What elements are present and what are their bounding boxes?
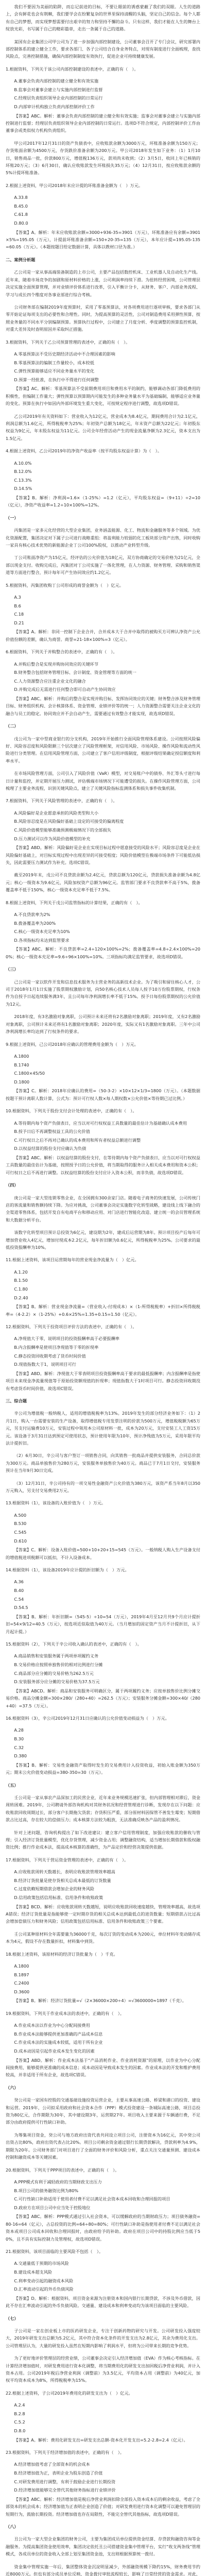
answer-option: C.5.2 xyxy=(14,2419,25,2425)
answer-option: A.36 xyxy=(14,1579,24,1585)
section-heading: （五） xyxy=(6,1782,19,1788)
answer-option: D.经济增加值能够完全替代其他财务指标进行业绩评价 xyxy=(14,2487,116,2493)
answer-option: D.610 xyxy=(14,1538,27,1544)
answer-option: B.监事会对董事会建立与实施内部控制进行监督 xyxy=(14,87,103,92)
body-paragraph: 某国有企业集团公司甲公司为了进一步加强内部控制建设，公司董事会召开了专门会议，研究部署内部控制体系的建立健全工作，要求各部门、各子公司结合自身业务特点，对现有制度进行全面梳理，查找风险点，完善控制措施，确保内部控制制度有效执行，促进企业可持续健康发展。 xyxy=(6,39,200,59)
body-paragraph: 【答案】ABC。解析：PPP模式通过引入社会资本，可以缓解政府的当期财政压力；项目债务融资=80-16=64（亿元），占总投资的比例=64÷80=80%；可行性缺口补助是指使用者付费不足以满足社会资本或项目公司成本回收和合理回报时，由政府给予的补助。政府在项目公司中的持股比例应当低于50%，且不具有实际控制力及管理权，故选项D错误。 xyxy=(6,2214,200,2242)
section-heading: 三、综合题 xyxy=(6,1398,27,1403)
body-paragraph: 截至2019年末，戊公司不良贷款余额为2.4亿元，贷款总额为120亿元，贷款损失准备余额为4.8亿元；核心一级资本为9.6亿元，风险加权资产总额为96亿元。监管部门要求不良贷款率不高于5%，拨备覆盖率不低于150%，核心一级资本充足率不低于7.5%。 xyxy=(6,872,200,893)
body-paragraph: 针对上述问题，咨询机构提出了如下改进建议：建立客户信用管理制度，加强应收账款的催收与管理；引入经济订货批量模型，优化存货管理，减少资金占用；调整融资结构，适当增加长期借款和股权融资比例；推行作业成本法，提高成本核算的准确性，为产品定价和经营决策提供依据。 xyxy=(6,1829,200,1850)
body-paragraph: 壬公司是一家从事农产品深加工的民营企业，近年来业务规模迅速扩张，但内部管理相对滞后，资金周转困难。2019年，公司聘请外部咨询机构对其财务状况和经营管理进行诊断，发现存在以下问题：应收账款回收周期过长，部分客户长期拖欠货款；存货积压严重，部分原材料因保管不善发生霉变；短期借款占比过高，存在较大的偿债压力；成本核算方法较为粗放，无法准确反映各产品的盈利情况。 xyxy=(6,1795,200,1823)
answer-option: A.经济增加值考虑了全部资本的机会成本 xyxy=(14,2462,90,2467)
answer-option: C.1.80 xyxy=(14,1286,28,1292)
body-paragraph: 壬公司某种原材料全年需要量为36000千克，每次订货的变动成本为200元，单位材料年变动储存成本为4元，假设不存在数量折扣，材料集中到货。 xyxy=(6,1931,200,1944)
answer-option: C.32 xyxy=(14,1744,24,1750)
answer-option: D.并购完成后无需进行任何整合即可自动产生协同效应 xyxy=(14,687,116,692)
answer-option: D.21 xyxy=(14,620,24,625)
body-paragraph: 【答案】ABC。解析：经济增加值是税后净营业利润扣除全部投入资本成本后的剩余收益，考虑了全部资本的机会成本；经济增加值为正表明企业创造了价值；对研发费用进行资本化调整可以避免管理层的短期行为，鼓励长期投资。经济增加值也存在局限性，不能完全替代其他指标，故选项D错误。 xyxy=(6,2496,200,2517)
answer-option: D.各项指标均未达到监管要求 xyxy=(14,937,70,943)
answer-option: A.3 xyxy=(14,595,21,600)
answer-option: A.1800 xyxy=(14,1053,29,1059)
body-paragraph: 为筹集项目资金，癸公司与地方政府出资代表共同设立项目公司，注册资本为16亿元，其中癸公司出资占比80%，政府出资代表占比20%。项目公司剩余资金通过银行长期贷款解决，贷款利率为4.9%，期限为20年。公司财务部门对项目进行了全面的财务评价和风险分析，重点关注交通量预测、建设成本控制和融资成本等关键因素。 xyxy=(6,2132,200,2160)
body-paragraph: 癸公司是一家国有控股的交通基础设施投资运营企业，主要从事高速公路、桥梁和港口的投资、建设和运营。2019年，公司拟采用政府和社会资本合作（PPP）模式投资建设一条城际高速公路，项目总投资为80亿元，合作期限为30年，其中建设期3年，运营期27年。项目收入主要来源于车辆通行费，不足部分由政府提供可行性缺口补助。 xyxy=(6,2097,200,2125)
body-paragraph: 我们不要因为美丽的陷阱，而忘记前进的目标，不要让眼前的诱惑蒙蔽了我们的双眼。人生的道路上，会有鲜花也会有荆棘，我们要学会在纷繁复杂的世界里保持清醒的头脑，坚定自己的信念。每个人都有自己的梦想，而实现梦想需要付出艰辛的努力和坚持不懈的奋斗。只有这样，我们才能在人生的舞台上绽放光彩，书写属于自己的精彩篇章，走出一条属于自己的道路。 xyxy=(6,4,200,32)
question-stem: 3.根据资料，下列关于乙公司预算管理的表述中，正确的有（ ）。 xyxy=(6,339,130,345)
answer-option: D.成本动因是引起作业成本发生变化的因素 xyxy=(14,2048,95,2054)
answer-option: A.应收账款周转天数越长，表明应收账款管理效率越高 xyxy=(14,1869,115,1875)
body-paragraph: 在市场风险管理方面，公司引入了风险价值（VaR）模型，对交易账户中的债券、外汇等头寸进行每日计量和监控，并定期开展压力测试，评估极端市场情况下可能遭受的损失。在操作风险管理方面，公司梳理了主要业务流程，识别关键风险点，建立了关键风险指标监测体系和损失事件收集机制。 xyxy=(6,771,200,791)
answer-option: A.零基预算法不受历史期经济活动中不合理因素的影响 xyxy=(14,351,115,357)
answer-option: B.内含报酬率是使项目净现值等于零的折现率 xyxy=(14,1344,99,1350)
answer-option: B.530 xyxy=(14,1521,27,1527)
answer-option: C.可行性缺口补助适用于使用者付费不足以满足社会资本成本回收和合理回报的项目 xyxy=(14,2196,170,2202)
question-stem: 1.根据资料，下列关于该公司内部控制建设的表述中，正确的有（ ）。 xyxy=(6,66,139,72)
question-stem: 13.根据资料（1），该设备的入账价值为（ ）万元。 xyxy=(6,1500,106,1506)
question-stem: 8.根据上述资料，下列关于戊公司监管指标的计算结果，正确的有（ ）。 xyxy=(6,900,143,905)
body-paragraph: 【答案】B。解析：经济订货批量=√（2×36000×200÷4）=√3600000≈1897（千克）。 xyxy=(14,1998,186,2004)
question-stem: 19.根据资料，下列关于作业成本法的表述中，正确的有（ ）。 xyxy=(6,2010,124,2016)
body-paragraph: 【答案】BCD。解析：应收账款周转天数越短，说明应收账款回收速度越快，管理效率越高，故选项A错误；经济订货批量是指能够使一定时期存货的相关总成本达到最低点的进货数量；短期借款占比过高会增加偿债压力和财务风险；信用政策包括信用标准、信用条件和收账政策三个要素。 xyxy=(6,1904,200,1924)
answer-option: A.作业成本法以作业为中心分配间接费用 xyxy=(14,2023,90,2028)
question-stem: 6.根据资料，下列关于并购整合的表述中，正确的有（ ）。 xyxy=(6,649,117,655)
body-paragraph: 【答案】A。解析：非同一控制下企业合并，合并成本大于合并中取得的被购买方可辨认净资产公允价值份额的差额，确认为商誉。商誉=21-18×100%=3（亿元）。 xyxy=(6,629,200,642)
question-stem: 4.根据上述资料，乙公司2019年的净资产收益率（按平均股东权益计算）为（ ）。 xyxy=(6,448,162,454)
answer-option: D.80.0 xyxy=(14,221,28,226)
body-paragraph: 为了更好地评价管理层的经营业绩，公司董事会决定引入经济增加值（EVA）作为核心考核指标。在计算经济增加值时，对研发费用进行资本化调整，将当期费用化的研发支出加回税后净营业利润，并计入资本占用。公司2019年税后净营业利润（调整前）为3.5亿元，平均资本占用（调整前）为40亿元，加权平均资本成本为8%，所得税税率为15%。 xyxy=(6,2355,200,2383)
question-stem: 5.根据资料，丙集团收购丁公司形成的商誉金额为（ ）亿元。 xyxy=(6,582,124,588)
answer-option: A.不良贷款率为2% xyxy=(14,912,50,918)
body-paragraph: 【答案】ABCD。解析：商品和安装服务可明确区分，属于两项履约义务；应按单独售价比例分摊交易价格。商品分摊金额=300×280/（280+40）=262.5（万元）；安装服务分摊金额=300×40/（280+40）=37.5（万元）。 xyxy=(6,1688,200,1708)
body-paragraph: 辛公司为增值税一般纳税人，适用的增值税税率为13%。2019年发生的部分经济业务如下：（1）2月1日，购入一台需要安装的生产设备，取得增值税专用发票注明的价款为500万元，增值税税额为65万元，另支付运输费10万元，安装过程中领用本公司原材料一批，成本为20万元，支付安装工人工资15万元。该设备于3月31日达到预定可使用状态，预计使用年限为10年，预计净残值为5万元，采用年限平均法计提折旧。 xyxy=(6,1411,200,1446)
answer-option: C.545 xyxy=(14,1530,27,1535)
article-body xyxy=(6,3,200,2576)
answer-option: A.交通量低于预期的市场风险 xyxy=(14,2261,69,2266)
answer-option: B.零基预算法的编制工作量较小，成本较低 xyxy=(14,360,94,365)
body-paragraph: 【答案】ABD。解析：作业成本法基于“产品消耗作业、作业消耗资源”的原理，以作业为中心分配间接费用，能够提供更准确的成本信息；成本动因是导致成本发生的因素。作业成本法的开发和维护费用较高，并非适用于所有企业，故选项C错误。 xyxy=(6,2057,200,2078)
answer-option: D.54.5 xyxy=(14,1605,28,1611)
section-heading: （一） xyxy=(6,515,19,520)
answer-option: D.380 xyxy=(14,1753,27,1759)
body-paragraph: 乙公司2019年有关资料如下：营业收入为12亿元，营业成本为8.4亿元，期间费用合计为2.1亿元，利润总额为1.6亿元，所得税税率为25%；年初资产总额为18亿元，年末资产总额为22亿元；年初股东权益为9亿元，年末股东权益为11亿元。公司全年经营活动产生的现金流量净额为2.3亿元，资本支出为1.5亿元。 xyxy=(6,413,200,441)
answer-option: A.1800 xyxy=(14,1963,29,1969)
answer-option: C.商品部分应分摊的交易价格为262.5万元 xyxy=(14,1670,94,1676)
body-paragraph: 子公司是一家在创业板上市的医药研发企业，专注于创新药物的研究与开发。公司研发投入强度较大，2019年研发支出总额为5.2亿元，其中符合资本化条件的开发支出为2.8亿元，其余为费用化支出。公司管理层认为，大量的研发投入虽然在短期内影响了利润水平，但将为公司带来长期的竞争优势。 xyxy=(6,2328,200,2348)
answer-option: C.18 xyxy=(14,612,24,617)
answer-option: A.10.0% xyxy=(14,460,32,466)
question-stem: 14.根据资料（1），该设备2019年应计提的折旧额为（ ）万元。 xyxy=(6,1567,129,1572)
answer-option: B.建设成本超支风险 xyxy=(14,2269,53,2275)
question-stem: 20.根据资料，下列关于PPP项目的表述中，正确的有（ ）。 xyxy=(6,2167,119,2173)
answer-option: C.静态投资回收期考虑了货币时间价值 xyxy=(14,1353,86,1359)
body-paragraph: 【答案】ABC。解析：以权益结算的股份支付，在等待期内每个资产负债表日，应当以对可行权权益工具数量的最佳估计为基础，按照授予日的公允价值，将当期取得的服务计入相关成本费用和资本公积；可行权日之后不再进行调整。以权益结算的股份支付应计入资本公积，而非负债，故选项D错误。 xyxy=(6,1155,200,1175)
answer-option: A.商品销售和安装服务属于两项单项履约义务 xyxy=(14,1653,99,1659)
answer-option: D.1800 xyxy=(14,1079,30,1084)
answer-option: B.拨备覆盖率为200% xyxy=(14,920,56,926)
question-stem: 16.根据资料（3），辛公司2019年12月31日应确认的公允价值变动损益为（ ）万元。 xyxy=(6,1716,169,1721)
section-heading: （七） xyxy=(6,2315,19,2321)
body-paragraph: 乙公司是一家从事高端装备制造的上市公司，主要产品包括数控机床、工业机器人及自动化生产线。近年来，随着市场竞争的加剧和原材料价格的上涨，公司利润率持续下滑。为扭转经营困境，公司管理层决定实施全面预算管理，并对业绩评价体系进行改革，引入平衡计分卡，从财务、客户、内部业务流程、学习与成长四个维度对各事业部进行综合考核。 xyxy=(6,269,200,297)
body-paragraph: 【答案】ABC。解析：并购后的整合是实现并购目标、发挥协同效应的关键；财务整合涉及财务管理目标、财务组织机构、会计核算体系、资金管理、业绩评价等的统一；人力资源整合需要关注企业文化的融合与员工的稳定。协同效应并不会自动产生，需要通过有效整合才能实现，故选项D错误。 xyxy=(6,696,200,716)
answer-option: B.财务整合包括财务管理目标、会计制度、资金管理等方面的统一 xyxy=(14,670,136,675)
question-stem: 10.根据资料，下列关于股份支付会计处理的表述中，正确的有（ ）。 xyxy=(6,1108,137,1114)
answer-option: A.董事会负责内部控制的建立健全和有效实施 xyxy=(14,78,99,84)
body-paragraph: 资金集中管理实施一年后，集团整体资金沉淀明显减少，外部融资规模下降约15%，财务费用节约近8000万元。但也有部分成员单位反映，资金拨付审批流程较长，影响了日常经营的资金需求。对此， xyxy=(6,2564,200,2576)
answer-option: C.对研发费用进行调整，有利于鼓励企业进行长期投资 xyxy=(14,2479,116,2484)
body-paragraph: 【答案】ABD。解析：净现值大于零表明项目投资报酬率高于要求的最低报酬率；内含报酬率是指使项目未来现金净流量现值等于原始投资额现值的折现率；现值指数大于1时项目可行。静态投资回收期没有考虑货币时间价值，故选项C错误。 xyxy=(6,1370,200,1391)
body-paragraph: 丁公司账面净资产为15亿元，经评估的公允价值为18亿元，双方协商确定的交易价格为21亿元，全部以现金支付。收购完成后，丙集团对丁公司实施了一体化管理，在人力资源、财务管理、采购和销售渠道等方面进行整合，预计每年可产生协同效应约1.2亿元。 xyxy=(6,555,200,575)
answer-option: A.28 xyxy=(14,1727,24,1733)
body-paragraph: 【答案】B。解析：营业现金净流量=（营业收入-付现成本）×（1-所得税税率）+折旧×所得税税率=（4-2.2）×（1-25%）+0.6×25%=1.35+0.15=1.50（亿元）。 xyxy=(6,1304,200,1317)
answer-option: A.PPP模式有利于减轻政府的当期财政支出压力 xyxy=(14,2179,102,2184)
answer-option: D.8.0 xyxy=(14,2428,26,2433)
question-stem: 23.根据资料，下列关于经济增加值的表述中，正确的有（ ）。 xyxy=(6,2449,124,2455)
answer-option: D.压力测试可以作为风险价值模型的补充 xyxy=(14,836,91,841)
question-stem: 9.根据上述资料，己公司2018年应确认的管理费用金额为（ ）万元。 xyxy=(6,1041,139,1047)
answer-option: A.净现值大于零，说明项目的投资报酬率高于必要报酬率 xyxy=(14,1336,119,1342)
answer-option: C.弹性预算能够适应不同业务量水平的变化 xyxy=(14,368,95,374)
answer-option: D.汇率波动引起的外币负债风险 xyxy=(14,2286,74,2292)
question-stem: 11.根据上述资料，该项目运营期每年的营业现金净流量为（ ）亿元。 xyxy=(6,1257,139,1263)
answer-option: C.经理层负责组织领导企业内部控制的日常运行 xyxy=(14,95,103,101)
answer-option: B.交易价格应按照单独售价的相对比例进行分摊 xyxy=(14,1662,103,1667)
section-heading: （二） xyxy=(6,723,19,729)
question-stem: 12.根据资料，下列关于投资项目评价方法的表述中，正确的有（ ）。 xyxy=(6,1324,137,1329)
body-paragraph: 【答案】B。解析：交易性金融资产取得时发生的交易费用计入投资收益，初始入账金额为350万元；期末公允价值变动损益=380-350=30（万元）。 xyxy=(6,1762,200,1775)
answer-option: B.2.8 xyxy=(14,2411,25,2416)
body-paragraph: 【答案】B。解析：净利润=1.6×（1-25%）=1.2（亿元），平均股东权益=（9+11）÷2=10（亿元），净资产收益率=1.2÷10×100%=12%。 xyxy=(6,495,200,508)
question-stem: 15.根据资料（2），下列关于辛公司收入确认的表述中，正确的有（ ）。 xyxy=(6,1641,142,1647)
answer-option: C.可行权日之后不再对已确认的成本费用和所有者权益总额进行调整 xyxy=(14,1137,141,1143)
answer-option: C.1800×45/50 xyxy=(14,1071,45,1076)
section-heading: （四） xyxy=(6,1182,19,1188)
answer-option: D.3600 xyxy=(14,1989,30,1994)
answer-option: B.经济订货批量是使存货相关总成本最低的订货数量 xyxy=(14,1877,111,1883)
answer-option: C.13.3% xyxy=(14,477,32,483)
answer-option: D.14.5% xyxy=(14,486,32,492)
section-heading: （六） xyxy=(6,2084,19,2090)
body-paragraph: 甲公司2017年12月31日的资产负债表中，应收账款余额为3000万元，坏账准备余额为150万元；存货账面余额为4500万元，存货跌价准备余额为200万元。甲公司2018年发生如下业务：（1）1月10日，销售商品一批，价款800万元，增值税136万元，款项尚未收到；（2）3月5日，收回上年已核销的坏账20万元；（3）6月30日，确认应收账款发生坏账损失35万元；（4）12月31日，按应收账款余额的5%计提坏账准备。 xyxy=(6,140,200,176)
question-stem: 7.根据资料，下列关于风险管理的表述中，正确的有（ ）。 xyxy=(6,798,117,804)
answer-option: A.并购后整合是实现并购协同效应的关键环节 xyxy=(14,661,99,667)
answer-option: B.风险容忍度是在风险偏好基础上设定的可接受的偏离程度 xyxy=(14,819,124,824)
answer-option: D.政府方在项目公司中应当处于控股地位 xyxy=(14,2205,91,2210)
answer-option: C.2400 xyxy=(14,1980,29,1986)
body-paragraph: （2）6月30日，辛公司与客户签订一项销售合同，向其销售一批商品并提供安装服务，合同总价款为300万元。商品单独售价为280万元，安装服务单独售价为40万元。商品已于7月1日交付，安装服务预计在当年9月30日完成。 xyxy=(6,1453,200,1473)
body-paragraph: 2018年度，有3名激励对象离职，公司预计未来还将有2名激励对象离职；2019年度，又有2名激励对象离职，公司预计未来还将有1名激励对象离职；2020年度，实际又有1名激励对象离职。三年中公司净利润增长率均达到了行权条件的要求。 xyxy=(6,1014,200,1035)
answer-option: C.人力资源整合应注重企业文化的融合 xyxy=(14,678,86,684)
body-paragraph: 庚公司是一家大型连锁零售企业，在全国拥有300余家门店。随着电子商务的快速发展，公司传统门店的客流量和销售额持续下降。为应对挑战，公司董事会决定实施数字化转型战略，建设线上线下融合的全渠道零售体系，包括开发自有电商平台和移动应用、对门店进行智能化改造、建立统一的会员管理系统和大数据分析平台。 xyxy=(6,1195,200,1223)
body-paragraph: 公司财务部在编制2019年度预算时，采用了零基预算法，对各项费用进行逐项审核，要求各部门从零开始论证每项支出的必要性和合理性。同时，为提高预算的灵活性，公司对制造费用采用弹性预算，按照业务量的不同水平分别编制预算。预算执行过程中，公司建立了月度分析、季度调整的预算监控机制，对重大差异及时查明原因并采取纠正措施。 xyxy=(6,304,200,332)
answer-option: B.1.50 xyxy=(14,1278,28,1283)
answer-option: C.61.8 xyxy=(14,212,28,217)
body-paragraph: 己公司是一家以软件开发和信息技术服务为主营业务的高新技术企业。为了吸引和留住核心人才，公司于2018年1月1日实施了股票期权激励计划，向50名核心技术人员每人授予10万份股票期权，行权条件为自授予日起连续服务满3年，且公司每年净利润增长率不低于15%。授予日每份股票期权的公允价值为12元。 xyxy=(6,979,200,1007)
answer-option: B.40 xyxy=(14,1588,24,1593)
body-paragraph: 丑公司为一家大型企业集团的财务公司，主要为集团成员单位提供资金结算、存贷款和融资咨询等金融服务。为提高集团资金使用效率，集团决定依托丑公司搭建资金集中管理平台，实行“收支两条线”管理模式，各成员单位的资金收入全部上划至集团资金池，支出则根据预算统一拨付。 xyxy=(6,2536,200,2557)
body-paragraph: 【答案】D。解析：根据资料，项目资金来源为注册资本和国内银行长期贷款，不涉及外币借款，因此不存在汇率波动引起的外币负债风险。交通量、建设成本和利率变动均为该项目面临的主要风险。 xyxy=(6,2295,200,2309)
body-paragraph: 【答案】C。解析：2018年应确认的费用=（50-3-2）×10×12×1/3=1800（万元）。（本题数据按题干预计离职人数计算，公式为：预计可行权人数×每人期权数×公允价值×等待期已过比例。） xyxy=(6,1088,200,1101)
body-paragraph: 该数字化转型项目预计总投资为6亿元，建设期为2年，建成后运营期为8年。预计项目投产后每年可增加营业收入4亿元，增加付现成本2.2亿元，每年折旧额为0.6亿元，所得税税率为25%。公司要求的最低投资报酬率为10%。 xyxy=(6,1230,200,1250)
question-stem: 2.根据上述资料，甲公司2018年末应计提的坏账准备金额为（ ）万元。 xyxy=(6,182,143,188)
answer-option: B.30 xyxy=(14,1736,24,1741)
answer-option: A.2.4 xyxy=(14,2402,25,2408)
answer-option: A.33.8 xyxy=(14,195,28,200)
answer-option: B.1740 xyxy=(14,1062,29,1067)
answer-option: A.风险偏好是企业愿意承担的风险类型和大小 xyxy=(14,810,99,816)
answer-option: B.12.0% xyxy=(14,469,32,474)
answer-option: B.1897 xyxy=(14,1972,29,1977)
answer-option: B.经济增加值为正，表明企业为股东创造了价值 xyxy=(14,2470,103,2476)
body-paragraph: 丙集团是一家多元化经营的大型企业集团，业务涵盖能源、化工、物流和金融服务等多个领域。为优化资源配置，集团决定对下属子公司进行战略重组：将盈利能力较弱的化工板块部分资产出售，同时收购一家具有核心技术优势的新能源企业丁公司100%股权，以推动产业转型升级。 xyxy=(6,528,200,548)
answer-option: D.安装服务部分应分摊的交易价格为37.5万元 xyxy=(14,1679,100,1685)
answer-option: D.预算一经批准，在执行中不得进行任何调整 xyxy=(14,377,99,382)
answer-option: C.54 xyxy=(14,1596,24,1602)
answer-option: C.风险价值模型能够准确预测极端情况下的全部损失 xyxy=(14,827,111,833)
body-paragraph: 【答案】ABC。解析：不良贷款率=2.4÷120×100%=2%；拨备覆盖率=4.8÷2.4×100%=200%；核心一级资本充足率=9.6÷96×100%=10%。三项指标均满足监管要求，故选项D错误。 xyxy=(6,946,200,959)
question-stem: 21.根据资料，该项目面临的主要风险不包括（ ）。 xyxy=(6,2248,104,2254)
answer-option: D.以权益结算的股份支付应确认为负债 xyxy=(14,1146,87,1151)
answer-option: D.现值指数大于1，说明项目可行 xyxy=(14,1362,76,1367)
section-heading: （八） xyxy=(6,2523,19,2529)
answer-option: C.作业成本法的实施成本较低，适用于所有企业 xyxy=(14,2040,103,2045)
answer-option: B.6 xyxy=(14,603,21,608)
answer-option: B.项目公司的债务融资比例为80% xyxy=(14,2188,79,2193)
answer-option: A.500 xyxy=(14,1512,27,1518)
answer-option: D.内部审计机构独立负责内部控制评价工作 xyxy=(14,104,95,110)
body-paragraph: 【答案】A。解析：年末应收账款余额=3000+936-35=3901（万元），坏账准备应有余额=3901×5%=195.05（万元），计提前坏账准备余额=150+20-35=135（万元），本年应计提=195.05-135=60.05（万元）。（本题按题目给定数据计算，具体以教材口径为准。） xyxy=(6,229,200,250)
answer-option: B.授予日后不再调整权益工具的公允价值 xyxy=(14,1129,90,1134)
body-paragraph: 【答案】C。解析：设备入账价值=500+10+20+15=545（万元）。一般纳税人购入生产设备支付的增值税进项税额可以抵扣，不计入设备成本。 xyxy=(6,1547,200,1560)
answer-option: A.等待期内每个资产负债表日，应当以对可行权权益工具数量的最佳估计为基础确认成本费用 xyxy=(14,1120,187,1126)
body-paragraph: 【答案】A。解析：费用化研发支出=研发支出总额-资本化开发支出=5.2-2.8=2.4（亿元）。 xyxy=(14,2437,188,2443)
question-stem: 17.根据资料，下列关于营运资金管理的表述中，正确的有（ ）。 xyxy=(6,1857,129,1862)
body-paragraph: 戊公司为一家中型商业银行的分支机构，2019年开始推行全面风险管理体系建设。公司按照风险偏好、风险容忍度和风险限额三个层次建立了风险管理框架，对信用风险、市场风险、操作风险和流动性风险进行分类管理。在信用风险管理方面，公司建立了客户信用评级制度，根据评级结果确定授信额度和利率水平。 xyxy=(6,736,200,764)
answer-option: C.过度依赖短期借款会增加企业的财务风险 xyxy=(14,1886,95,1892)
body-paragraph: 【答案】B。解析：年折旧额=（545-5）÷10=54（万元），2019年4月至12月共9个月应计提折旧=54×9/12=40.5（万元），按选项近似取值为40万元。（当月增加的固定资产当月不计提折旧，从下月起计提。） xyxy=(6,1614,200,1634)
body-paragraph: （3）12月31日，辛公司持有的一项交易性金融资产公允价值为380万元，该资产系当年8月以350万元购入，另支付交易费用2万元。 xyxy=(6,1480,200,1493)
body-paragraph: 【答案】ABD。解析：风险偏好是企业在实现目标过程中愿意接受的风险水平；风险容忍度是企业在风险偏好基础上，对目标实现过程中出现差异的可接受程度；风险价值模型在极端市场条件下可能低估损失，因此需要压力测试作为补充。选项C错误。 xyxy=(6,845,200,866)
answer-option: D.2.40 xyxy=(14,1295,28,1300)
question-stem: 22.根据上述资料，子公司2019年费用化的研发支出为（ ）亿元。 xyxy=(6,2390,133,2396)
answer-option: D.信用政策包括信用标准、信用条件和收账政策 xyxy=(14,1895,104,1901)
question-stem: 18.根据上述资料，该原材料的经济订货批量为（ ）千克。 xyxy=(6,1951,118,1957)
answer-option: A.1.20 xyxy=(14,1269,28,1275)
body-paragraph: 【答案】ABC。解析：董事会负责内部控制的建立健全和有效实施；监事会对董事会建立与实施内部控制进行监督；经理层负责组织领导企业内部控制的日常运行。选项D不符合规定，内部控制评价工作由董事会或类似权力机构负责组织。 xyxy=(6,113,200,133)
answer-option: C.核心一级资本充足率为10% xyxy=(14,929,70,935)
section-heading: （三） xyxy=(6,967,19,972)
answer-option: C.利率变动引起的融资成本风险 xyxy=(14,2278,74,2283)
body-paragraph: 【答案】AC。解析：零基预算法不受前期费用项目和费用水平的制约，能够调动各部门降低费用的积极性，但编制工作量大；弹性预算以预算期内可能发生的多种业务量水平为基础编制，能够适应业务量的变化。预算在执行中如因内外部环境发生重大变化，可按规定程序进行调整，故选项D错误。 xyxy=(6,386,200,406)
answer-option: B.作业成本法能够提供更加准确的产品成本信息 xyxy=(14,2031,103,2037)
section-heading: 二、案例分析题 xyxy=(6,257,36,262)
answer-option: B.45.0 xyxy=(14,203,28,209)
